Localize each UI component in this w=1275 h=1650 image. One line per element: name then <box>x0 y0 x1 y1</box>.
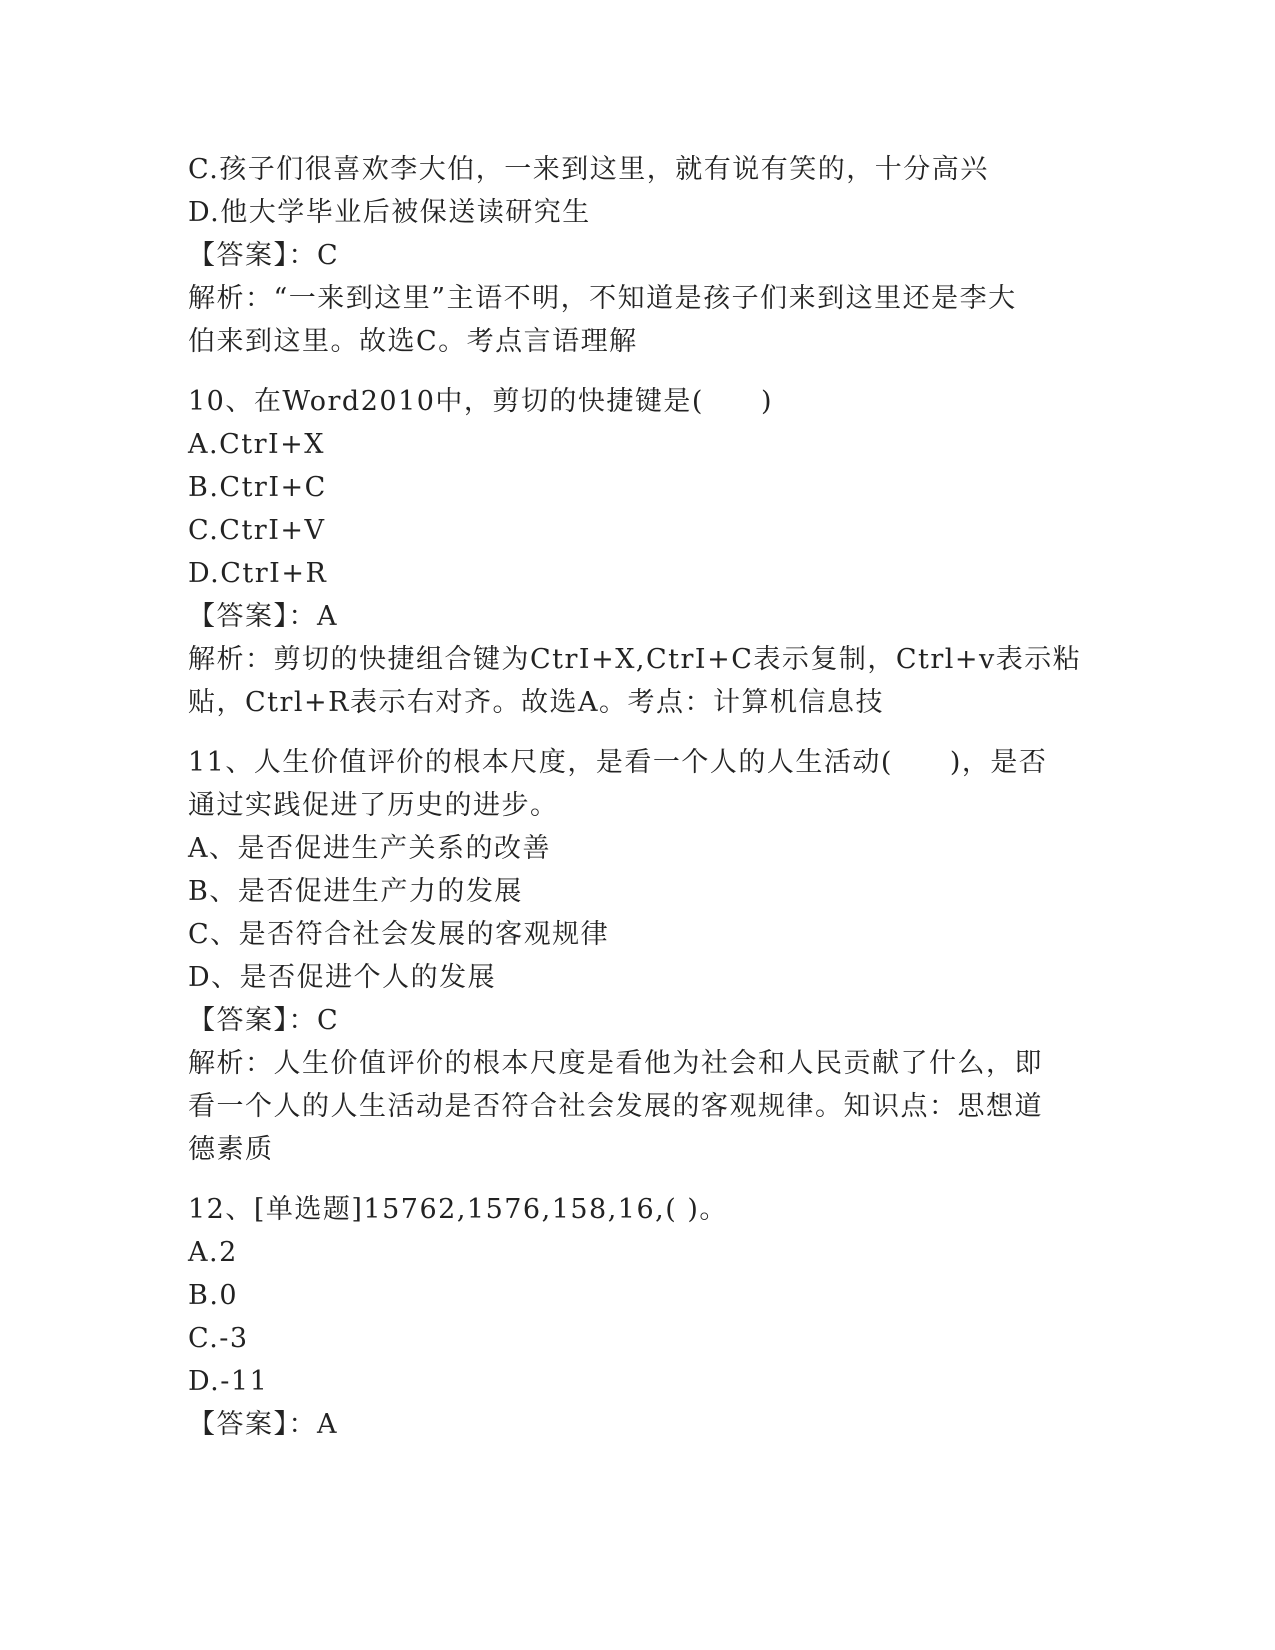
option-d: D、是否促进个人的发展 <box>188 962 497 993</box>
explanation-line: 解析：人生价值评价的根本尺度是看他为社会和人民贡献了什么，即 <box>188 1048 1043 1079</box>
question-stem: 11、人生价值评价的根本尺度，是看一个人的人生活动( )，是否 <box>188 747 1048 778</box>
answer-line: 【答案】：C <box>188 1005 340 1036</box>
explanation-line: 贴，Ctrl+R表示右对齐。故选A。考点：计算机信息技 <box>188 687 885 718</box>
question-11 <box>188 741 1088 1171</box>
option-b: B、是否促进生产力的发展 <box>188 876 523 907</box>
option-c: C、是否符合社会发展的客观规律 <box>188 919 610 950</box>
option-b: B.CtrI+C <box>188 472 327 503</box>
option-c: C.CtrI+V <box>188 515 326 546</box>
question-stem: 12、[单选题]15762,1576,158,16,( )。 <box>188 1194 728 1225</box>
option-c: C.-3 <box>188 1323 249 1354</box>
option-d: D.-11 <box>188 1366 269 1397</box>
question-stem: 10、在Word2010中，剪切的快捷键是( ) <box>188 386 774 417</box>
question-12 <box>188 1188 1088 1446</box>
option-a: A.2 <box>188 1237 238 1268</box>
option-a: A.CtrI+X <box>188 429 326 460</box>
option-b: B.0 <box>188 1280 239 1311</box>
explanation-line: 看一个人的人生活动是否符合社会发展的客观规律。知识点：思想道 <box>188 1091 1043 1122</box>
explanation-line: 解析：剪切的快捷组合键为CtrI+X,CtrI+C表示复制，Ctrl+v表示粘 <box>188 644 1082 675</box>
question-10 <box>188 380 1088 724</box>
answer-line: 【答案】：A <box>188 1409 338 1440</box>
question-stem: 通过实践促进了历史的进步。 <box>188 790 559 821</box>
explanation-line: 德素质 <box>188 1134 274 1165</box>
option-a: A、是否促进生产关系的改善 <box>188 833 551 864</box>
question-9-tail <box>188 148 1088 363</box>
explanation-line: 解析：“一来到这里”主语不明，不知道是孩子们来到这里还是李大 <box>188 283 1017 314</box>
explanation-line: 伯来到这里。故选C。考点言语理解 <box>188 326 638 357</box>
option-d: D.他大学毕业后被保送读研究生 <box>188 197 591 228</box>
option-d: D.CtrI+R <box>188 558 328 589</box>
answer-line: 【答案】：C <box>188 240 340 271</box>
document-page <box>188 148 1088 1446</box>
option-c: C.孩子们很喜欢李大伯，一来到这里，就有说有笑的，十分高兴 <box>188 154 989 185</box>
answer-line: 【答案】：A <box>188 601 338 632</box>
